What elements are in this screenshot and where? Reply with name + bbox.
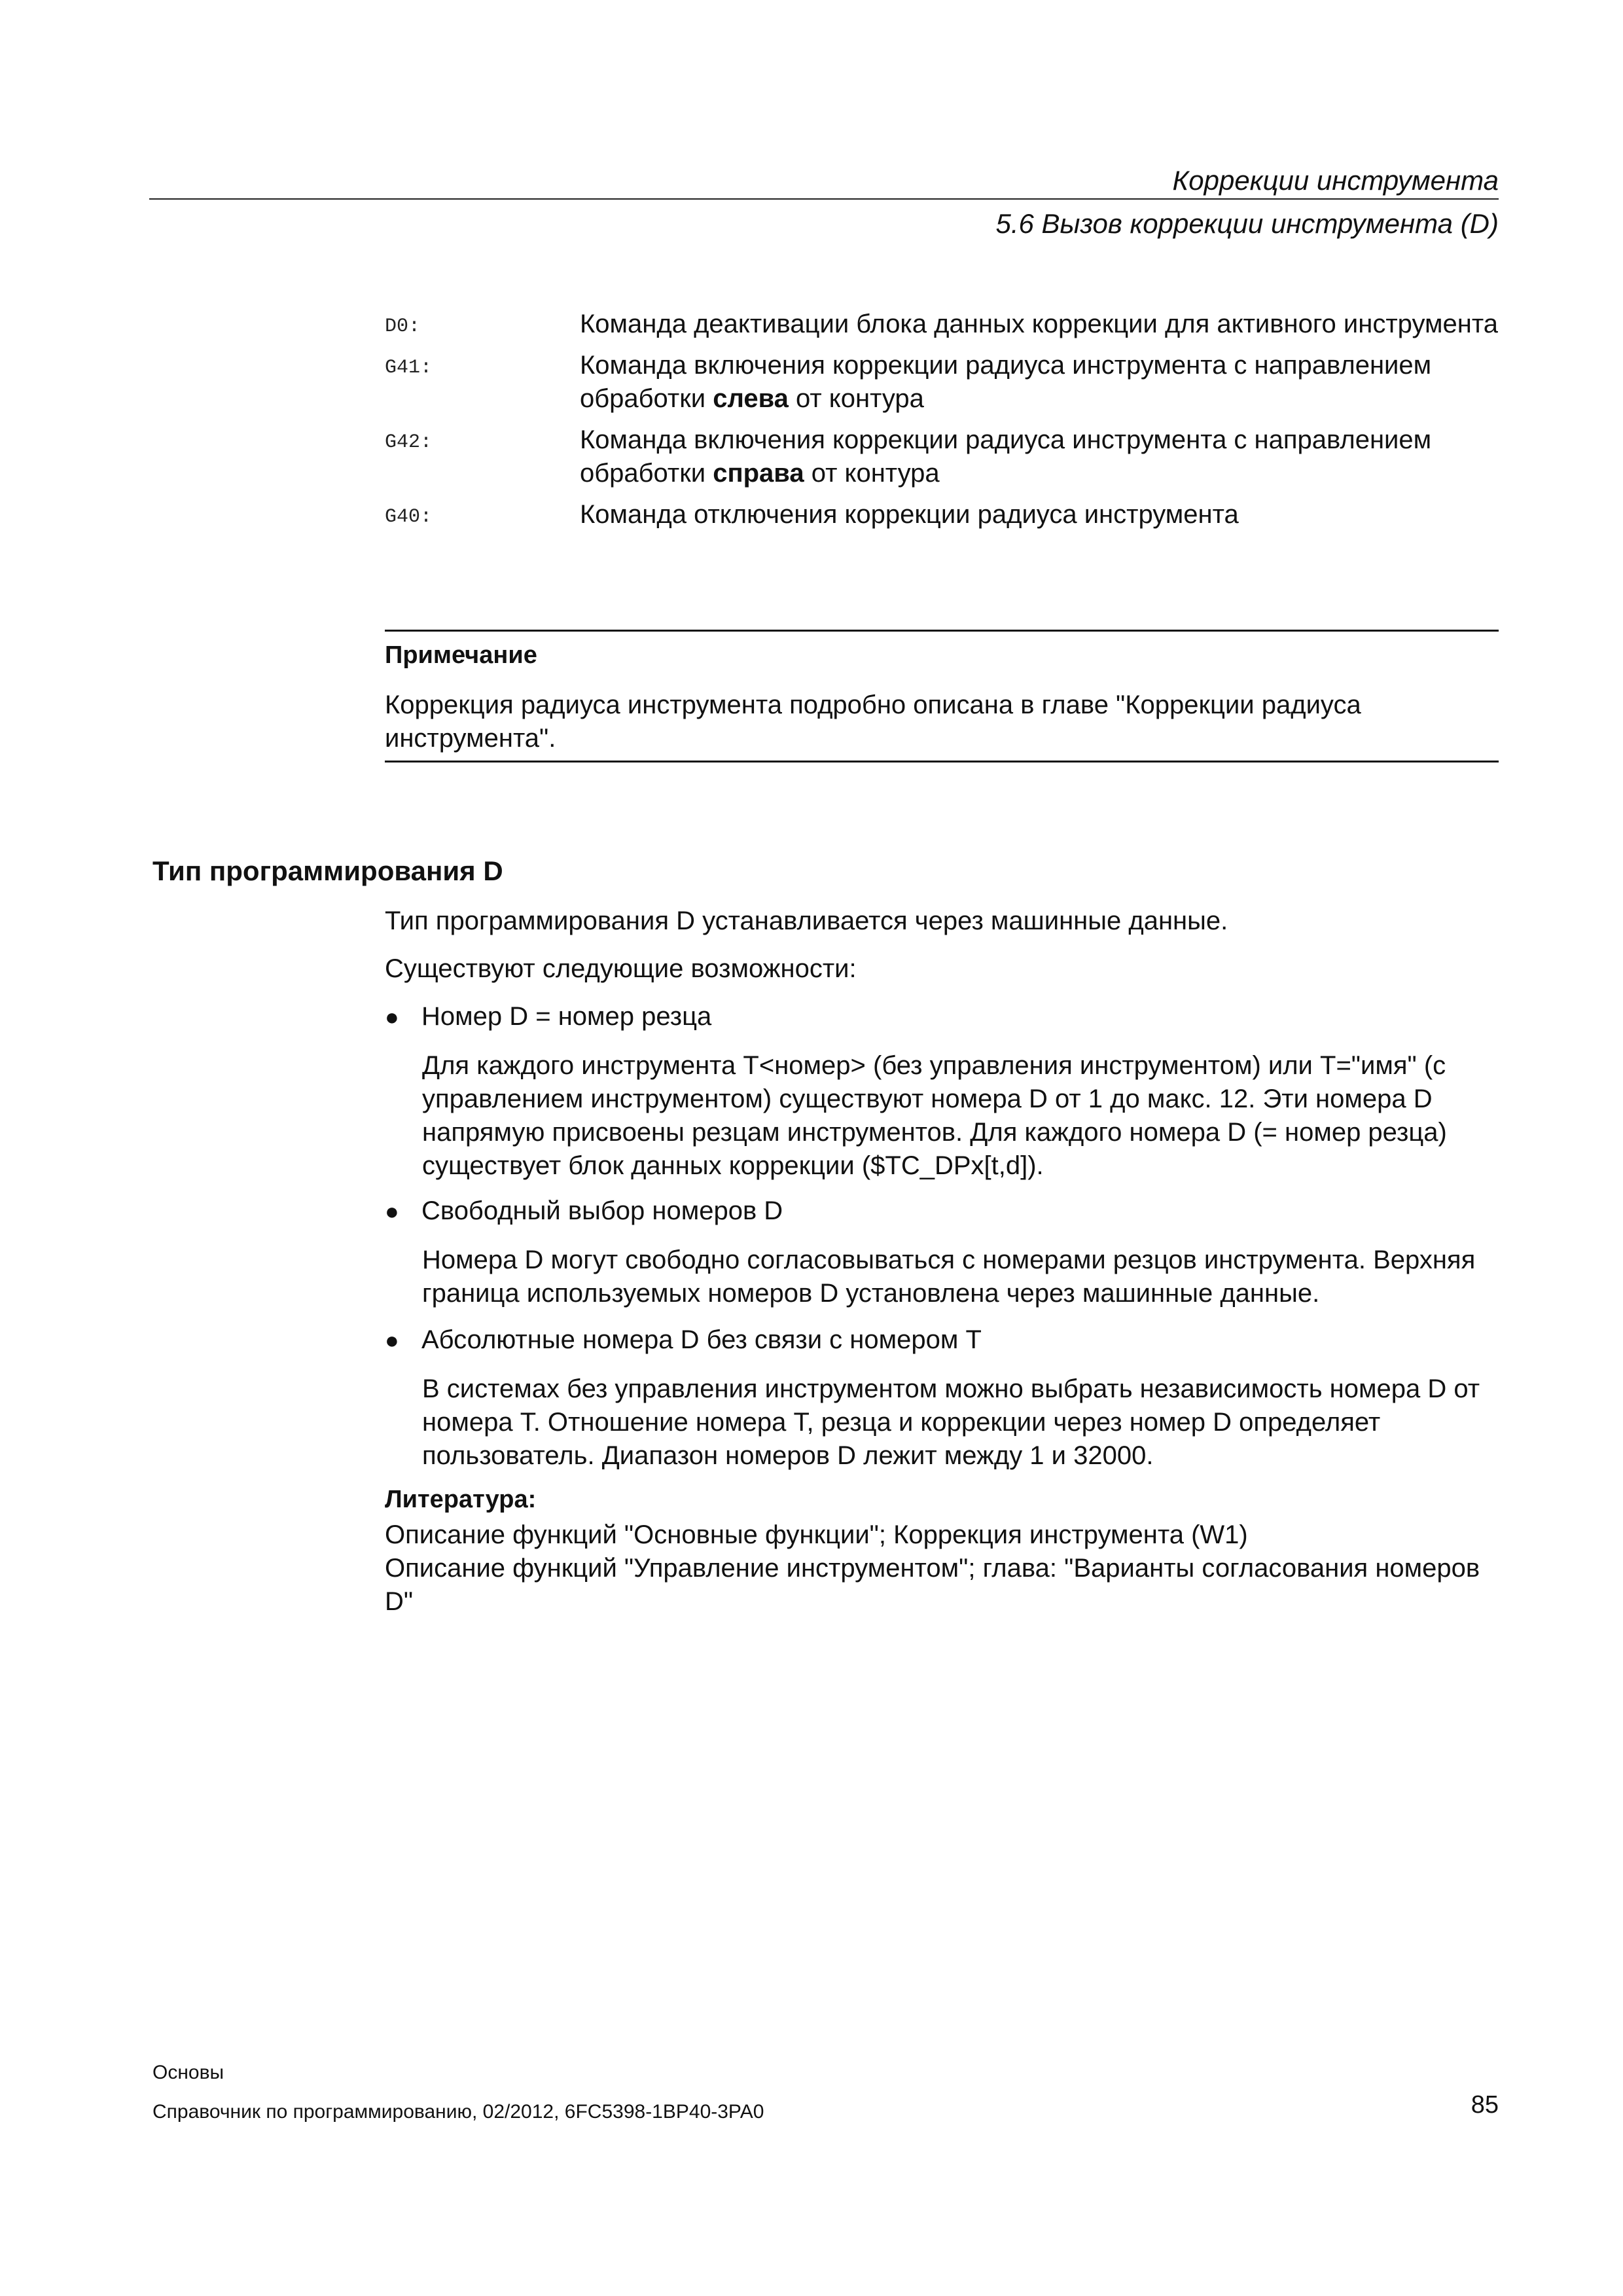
definition-term: D0: <box>385 315 421 338</box>
section-title: Тип программирования D <box>152 855 503 886</box>
bullet-description: Для каждого инструмента T<номер> (без управления инструментом) или T="имя" (с управлением инструментом) существуют номера D от 1 до макс. 12. Эти номера D напрямую присвоены резцам инструментов. Для каждого номера D (= номер резца) существует блок данных коррекции ($TC_DPx[t,d]). <box>422 1051 1447 1180</box>
bullet-item: ● Свободный выбор номеров D <box>385 1194 783 1228</box>
definition-row-g40 <box>385 498 1510 531</box>
section-intro-2: Существуют следующие возможности: <box>385 954 857 983</box>
bullet-item: ● Абсолютные номера D без связи с номером T <box>385 1323 982 1357</box>
section-intro-1: Тип программирования D устанавливается через машинные данные. <box>385 906 1228 935</box>
definition-desc: Команда отключения коррекции радиуса инструмента <box>580 500 1239 529</box>
running-header-section: 5.6 Вызов коррекции инструмента (D) <box>995 208 1499 239</box>
definition-term: G40: <box>385 506 433 528</box>
note-bottom-rule <box>385 761 1499 762</box>
note-top-rule <box>385 630 1499 632</box>
bullet-icon: ● <box>385 1198 399 1225</box>
literature-references <box>385 1518 1499 1619</box>
definition-desc: Команда включения коррекции радиуса инструмента с направлением обработки справа от контура <box>580 425 1432 488</box>
note-title: Примечание <box>385 641 537 669</box>
bullet-icon: ● <box>385 1003 399 1030</box>
command-definitions <box>385 308 1510 539</box>
bullet-description: Номера D могут свободно согласовываться с номерами резцов инструмента. Верхняя граница используемых номеров D установлена через машинные данные. <box>422 1246 1476 1308</box>
page-number: 85 <box>1471 2091 1499 2119</box>
bullet-description: В системах без управления инструментом можно выбрать независимость номера D от номера T. Отношение номера T, резца и коррекции через номер D определяет пользователь. Диапазон номеров D лежит между 1 и 32000. <box>422 1374 1480 1470</box>
literature-title: Литература: <box>385 1486 537 1513</box>
bullet-icon: ● <box>385 1327 399 1354</box>
header-rule <box>149 198 1499 200</box>
definition-row-d0 <box>385 308 1510 341</box>
footer-manual-info: Справочник по программированию, 02/2012, 6FC5398-1BP40-3PA0 <box>152 2101 764 2123</box>
definition-term: G42: <box>385 431 433 454</box>
definition-desc: Команда деактивации блока данных коррекции для активного инструмента <box>580 310 1498 338</box>
definition-desc: Команда включения коррекции радиуса инструмента с направлением обработки слева от контура <box>580 351 1432 413</box>
note-text: Коррекция радиуса инструмента подробно описана в главе "Коррекции радиуса инструмента". <box>385 691 1361 753</box>
footer-book-title: Основы <box>152 2062 224 2083</box>
running-header-chapter: Коррекции инструмента <box>1172 165 1499 196</box>
bullet-item: ● Номер D = номер резца <box>385 1000 711 1033</box>
definition-term: G41: <box>385 357 433 379</box>
definition-row-g41 <box>385 349 1510 416</box>
literature-line: Описание функций "Управление инструментом"; глава: "Варианты согласования номеров D" <box>385 1554 1480 1616</box>
definition-row-g42 <box>385 423 1510 490</box>
literature-line: Описание функций "Основные функции"; Коррекция инструмента (W1) <box>385 1520 1248 1549</box>
